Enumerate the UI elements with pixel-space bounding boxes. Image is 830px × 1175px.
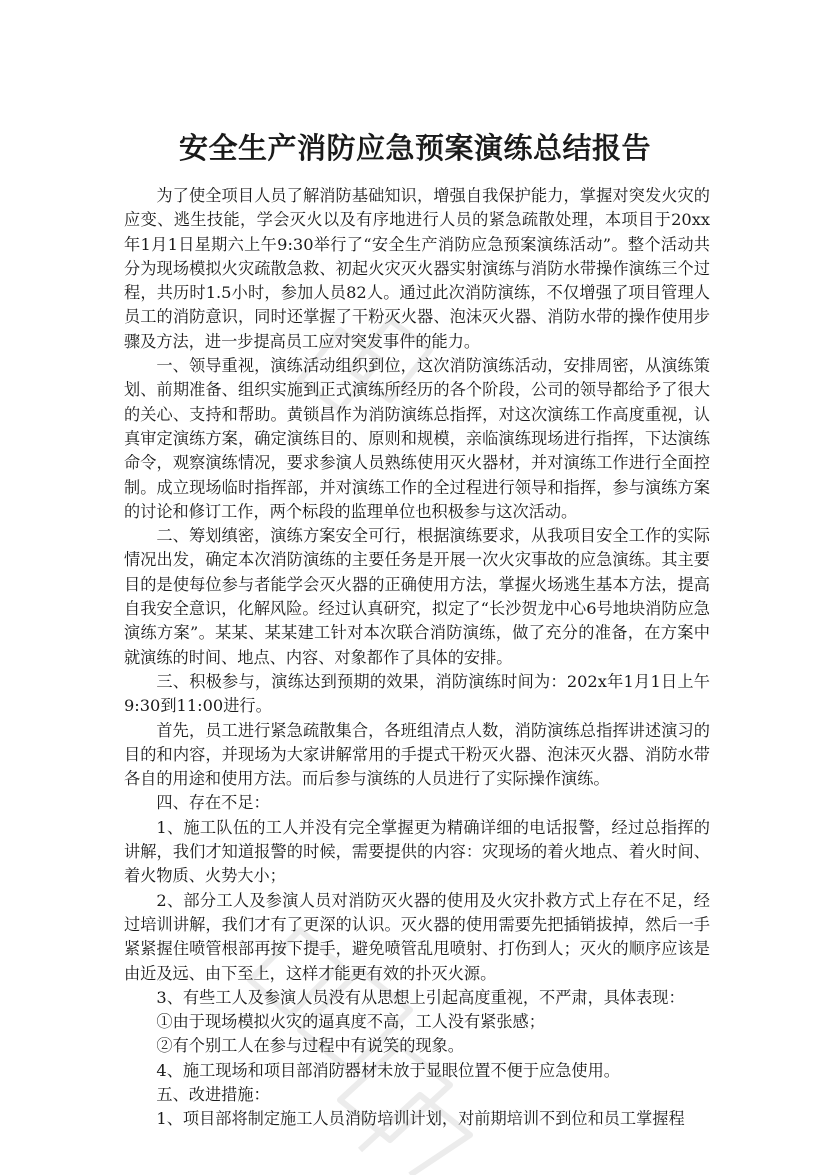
shortcoming-item-1: 1、施工队伍的工人并没有完全掌握更为精确详细的电话报警，经过总指挥的讲解，我们才知道报警的时候，需要提供的内容：灾现场的着火地点、着火时间、着火物质、火势大小； xyxy=(124,817,710,886)
shortcoming-subitem-2: ②有个别工人在参与过程中有说笑的现象。 xyxy=(156,1036,464,1056)
improvement-item-1: 1、项目部将制定施工人员消防培训计划，对前期培训不到位和员工掌握程 xyxy=(156,1109,685,1129)
paragraph-intro: 为了使全项目人员了解消防基础知识，增强自我保护能力，掌握对突发火灾的应变、逃生技能，学会灭火以及有序地进行人员的紧急疏散处理，本项目于20xx年1月1日星期六上午9:30举行了“安全生产消防应急预案演练活动”。整个活动共分为现场模拟火灾疏散急救、初起火灾灭火器实射演练与消防水带操作演练三个过程，共历时1.5小时，参加人员82人。通过此次消防演练，不仅增强了项目管理人员工的消防意识，同时还掌握了干粉灭火器、泡沫灭火器、消防水带的操作使用步骤及方法，进一步提高员工应对突发事件的能力。 xyxy=(124,186,710,351)
shortcoming-item-4: 4、施工现场和项目部消防器材未放于显眼位置不便于应急使用。 xyxy=(156,1060,620,1080)
document-body xyxy=(124,184,710,1132)
paragraph-section-3: 三、积极参与，演练达到预期的效果，消防演练时间为：202x年1月1日上午9:30到11:00进行。 xyxy=(124,671,710,716)
heading-improvements: 五、改进措施： xyxy=(156,1084,270,1104)
paragraph-section-3-detail: 首先，员工进行紧急疏散集合，各班组清点人数，消防演练总指挥讲述演习的目的和内容，并现场为大家讲解常用的手提式干粉灭火器、泡沫灭火器、消防水带各自的用途和使用方法。而后参与演练的人员进行了实际操作演练。 xyxy=(124,720,710,789)
paragraph-section-2: 二、筹划缜密，演练方案安全可行，根据演练要求，从我项目安全工作的实际情况出发，确定本次消防演练的主要任务是开展一次火灾事故的应急演练。其主要目的是使每位参与者能学会灭火器的正确使用方法，掌握火场逃生基本方法，提高自我安全意识，化解风险。经过认真研究，拟定了“长沙贺龙中心6号地块消防应急演练方案”。某某、某某建工针对本次联合消防演练，做了充分的准备，在方案中就演练的时间、地点、内容、对象都作了具体的安排。 xyxy=(124,526,710,667)
shortcoming-subitem-1: ①由于现场模拟火灾的逼真度不高，工人没有紧张感； xyxy=(156,1012,545,1032)
shortcoming-item-3: 3、有些工人及参演人员没有从思想上引起高度重视，不严肃，具体表现： xyxy=(156,987,685,1007)
document-title: 安全生产消防应急预案演练总结报告 xyxy=(178,131,651,165)
heading-shortcomings: 四、存在不足： xyxy=(156,793,270,813)
shortcoming-item-2: 2、部分工人及参演人员对消防灭火器的使用及火灾扑救方式上存在不足，经过培训讲解，我们才有了更深的认识。灭火器的使用需要先把插销拔掉，然后一手紧紧握住喷管根部再按下提手，避免喷管乱甩喷射、打伤到人；灭火的顺序应该是由近及远、由下至上，这样才能更有效的扑灭火源。 xyxy=(124,890,710,983)
paragraph-section-1: 一、领导重视，演练活动组织到位，这次消防演练活动，安排周密，从演练策划、前期准备、组织实施到正式演练所经历的各个阶段，公司的领导都给予了很大的关心、支持和帮助。黄锁昌作为消防演练总指挥，对这次演练工作高度重视，认真审定演练方案，确定演练目的、原则和规模，亲临演练现场进行指挥，下达演练命令，观察演练情况，要求参演人员熟练使用灭火器材，并对演练工作进行全面控制。成立现场临时指挥部，并对演练工作的全过程进行领导和指挥，参与演练方案的讨论和修订工作，两个标段的监理单位也积极参与这次活动。 xyxy=(124,356,710,521)
